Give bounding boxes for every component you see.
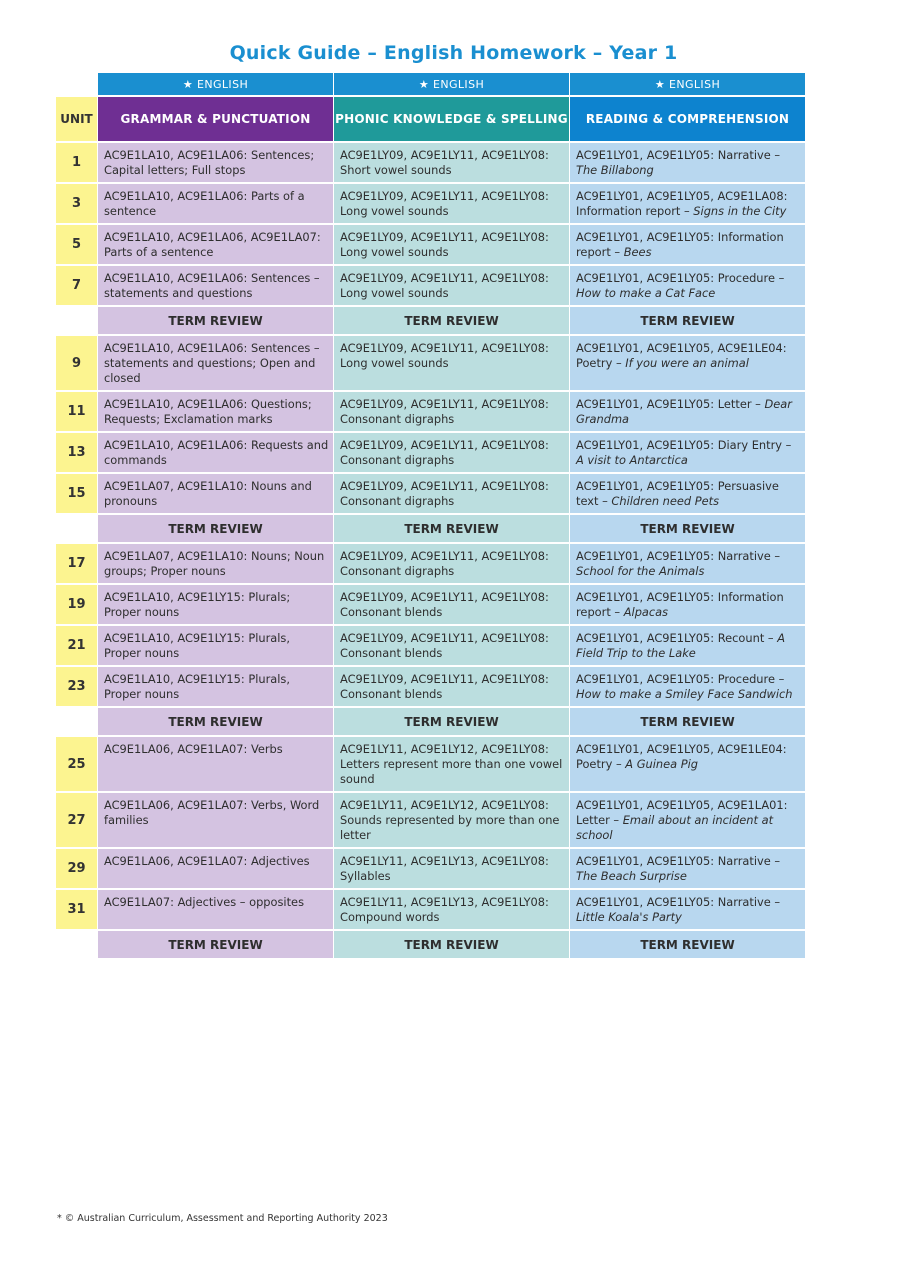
unit-number: 27 bbox=[56, 793, 97, 849]
reading-column-header: READING & COMPREHENSION bbox=[570, 97, 805, 143]
unit-number: 25 bbox=[56, 737, 97, 793]
unit-number: 19 bbox=[56, 585, 97, 626]
reading-cell bbox=[570, 266, 805, 307]
term-review-label: TERM REVIEW bbox=[334, 931, 569, 960]
unit-number: 3 bbox=[56, 184, 97, 225]
reading-code: AC9E1LY01, AC9E1LY05: Narrative – bbox=[576, 854, 781, 868]
reading-title: Alpacas bbox=[623, 605, 669, 619]
term-review-label: TERM REVIEW bbox=[570, 708, 805, 737]
reading-cell bbox=[570, 585, 805, 626]
copyright-footer: * © Australian Curriculum, Assessment and Reporting Authority 2023 bbox=[57, 1213, 388, 1224]
unit-number: 7 bbox=[56, 266, 97, 307]
review-row-blank bbox=[56, 708, 97, 737]
unit-number: 23 bbox=[56, 667, 97, 708]
reading-code: AC9E1LY01, AC9E1LY05: Narrative – bbox=[576, 549, 781, 563]
term-review-label: TERM REVIEW bbox=[334, 708, 569, 737]
phonic-cell: AC9E1LY11, AC9E1LY13, AC9E1LY08: Compound words bbox=[334, 890, 569, 931]
reading-code: AC9E1LY01, AC9E1LY05: Diary Entry – bbox=[576, 438, 792, 452]
reading-cell bbox=[570, 890, 805, 931]
reading-cell bbox=[570, 626, 805, 667]
unit-number: 11 bbox=[56, 392, 97, 433]
unit-number: 5 bbox=[56, 225, 97, 266]
reading-code: AC9E1LY01, AC9E1LY05: Information report – bbox=[576, 590, 784, 619]
grammar-cell: AC9E1LA10, AC9E1LA06: Sentences – statements and questions; Open and closed bbox=[98, 336, 333, 392]
reading-cell bbox=[570, 336, 805, 392]
english-label: ★ ENGLISH bbox=[570, 73, 805, 97]
reading-title: Little Koala's Party bbox=[576, 910, 682, 924]
term-review-label: TERM REVIEW bbox=[98, 307, 333, 336]
reading-cell bbox=[570, 225, 805, 266]
reading-cell bbox=[570, 184, 805, 225]
phonic-cell: AC9E1LY09, AC9E1LY11, AC9E1LY08: Consonant digraphs bbox=[334, 392, 569, 433]
grammar-cell: AC9E1LA10, AC9E1LY15: Plurals; Proper nouns bbox=[98, 585, 333, 626]
grammar-column-header: GRAMMAR & PUNCTUATION bbox=[98, 97, 333, 143]
reading-title: The Beach Surprise bbox=[576, 869, 687, 883]
reading-title: Children need Pets bbox=[611, 494, 720, 508]
phonic-cell: AC9E1LY09, AC9E1LY11, AC9E1LY08: Consonant digraphs bbox=[334, 433, 569, 474]
unit-number: 1 bbox=[56, 143, 97, 184]
reading-title: Signs in the City bbox=[693, 204, 787, 218]
reading-cell bbox=[570, 667, 805, 708]
phonic-cell: AC9E1LY09, AC9E1LY11, AC9E1LY08: Long vowel sounds bbox=[334, 184, 569, 225]
term-review-label: TERM REVIEW bbox=[570, 515, 805, 544]
reading-title: School for the Animals bbox=[576, 564, 705, 578]
grammar-cell: AC9E1LA10, AC9E1LY15: Plurals, Proper nouns bbox=[98, 626, 333, 667]
reading-code: AC9E1LY01, AC9E1LY05: Information report – bbox=[576, 230, 784, 259]
grammar-cell: AC9E1LA06, AC9E1LA07: Verbs bbox=[98, 737, 333, 793]
grammar-cell: AC9E1LA07: Adjectives – opposites bbox=[98, 890, 333, 931]
reading-title: A Field Trip to the Lake bbox=[576, 631, 786, 660]
term-review-label: TERM REVIEW bbox=[98, 931, 333, 960]
unit-number: 15 bbox=[56, 474, 97, 515]
reading-title: Bees bbox=[623, 245, 652, 259]
reading-code: AC9E1LY01, AC9E1LY05: Persuasive text – bbox=[576, 479, 779, 508]
grammar-cell: AC9E1LA07, AC9E1LA10: Nouns and pronouns bbox=[98, 474, 333, 515]
grammar-cell: AC9E1LA10, AC9E1LA06: Parts of a sentence bbox=[98, 184, 333, 225]
term-review-label: TERM REVIEW bbox=[570, 307, 805, 336]
page-title: Quick Guide – English Homework – Year 1 bbox=[229, 42, 678, 64]
reading-code: AC9E1LY01, AC9E1LY05, AC9E1LE04: Poetry – bbox=[576, 742, 787, 771]
phonic-cell: AC9E1LY09, AC9E1LY11, AC9E1LY08: Consonant blends bbox=[334, 667, 569, 708]
grammar-cell: AC9E1LA10, AC9E1LA06: Sentences – statements and questions bbox=[98, 266, 333, 307]
reading-code: AC9E1LY01, AC9E1LY05: Narrative – bbox=[576, 895, 781, 909]
english-label: ★ ENGLISH bbox=[334, 73, 569, 97]
header-blank bbox=[56, 73, 97, 97]
review-row-blank bbox=[56, 931, 97, 960]
reading-cell bbox=[570, 433, 805, 474]
phonic-cell: AC9E1LY09, AC9E1LY11, AC9E1LY08: Consonant blends bbox=[334, 585, 569, 626]
term-review-label: TERM REVIEW bbox=[334, 515, 569, 544]
phonic-cell: AC9E1LY09, AC9E1LY11, AC9E1LY08: Long vowel sounds bbox=[334, 225, 569, 266]
reading-title: A Guinea Pig bbox=[625, 757, 698, 771]
grammar-cell: AC9E1LA10, AC9E1LY15: Plurals, Proper nouns bbox=[98, 667, 333, 708]
phonic-cell: AC9E1LY11, AC9E1LY12, AC9E1LY08: Sounds represented by more than one letter bbox=[334, 793, 569, 849]
grammar-cell: AC9E1LA10, AC9E1LA06, AC9E1LA07: Parts of a sentence bbox=[98, 225, 333, 266]
review-row-blank bbox=[56, 515, 97, 544]
reading-cell bbox=[570, 143, 805, 184]
reading-title: How to make a Smiley Face Sandwich bbox=[576, 687, 793, 701]
term-review-label: TERM REVIEW bbox=[98, 708, 333, 737]
phonic-cell: AC9E1LY11, AC9E1LY12, AC9E1LY08: Letters represent more than one vowel sound bbox=[334, 737, 569, 793]
grammar-cell: AC9E1LA06, AC9E1LA07: Verbs, Word families bbox=[98, 793, 333, 849]
english-label: ★ ENGLISH bbox=[98, 73, 333, 97]
reading-code: AC9E1LY01, AC9E1LY05: Letter – bbox=[576, 397, 765, 411]
phonic-cell: AC9E1LY09, AC9E1LY11, AC9E1LY08: Long vowel sounds bbox=[334, 266, 569, 307]
unit-number: 9 bbox=[56, 336, 97, 392]
grammar-cell: AC9E1LA10, AC9E1LA06: Questions; Requests; Exclamation marks bbox=[98, 392, 333, 433]
grammar-cell: AC9E1LA06, AC9E1LA07: Adjectives bbox=[98, 849, 333, 890]
review-row-blank bbox=[56, 307, 97, 336]
reading-title: A visit to Antarctica bbox=[576, 453, 688, 467]
term-review-label: TERM REVIEW bbox=[334, 307, 569, 336]
grammar-cell: AC9E1LA07, AC9E1LA10: Nouns; Noun groups; Proper nouns bbox=[98, 544, 333, 585]
phonic-column-header: PHONIC KNOWLEDGE & SPELLING bbox=[334, 97, 569, 143]
reading-title: Email about an incident at school bbox=[576, 813, 774, 842]
term-review-label: TERM REVIEW bbox=[570, 931, 805, 960]
phonic-cell: AC9E1LY09, AC9E1LY11, AC9E1LY08: Short vowel sounds bbox=[334, 143, 569, 184]
reading-code: AC9E1LY01, AC9E1LY05, AC9E1LE04: Poetry – bbox=[576, 341, 787, 370]
unit-number: 29 bbox=[56, 849, 97, 890]
reading-cell bbox=[570, 474, 805, 515]
unit-number: 21 bbox=[56, 626, 97, 667]
unit-number: 31 bbox=[56, 890, 97, 931]
reading-code: AC9E1LY01, AC9E1LY05, AC9E1LA01: Letter – bbox=[576, 798, 788, 827]
phonic-cell: AC9E1LY09, AC9E1LY11, AC9E1LY08: Consonant digraphs bbox=[334, 544, 569, 585]
reading-title: Dear Grandma bbox=[576, 397, 792, 426]
reading-title: How to make a Cat Face bbox=[576, 286, 716, 300]
grammar-cell: AC9E1LA10, AC9E1LA06: Sentences; Capital letters; Full stops bbox=[98, 143, 333, 184]
reading-code: AC9E1LY01, AC9E1LY05: Narrative – bbox=[576, 148, 781, 162]
reading-cell bbox=[570, 849, 805, 890]
reading-cell bbox=[570, 544, 805, 585]
unit-number: 13 bbox=[56, 433, 97, 474]
reading-cell bbox=[570, 737, 805, 793]
reading-cell bbox=[570, 392, 805, 433]
phonic-cell: AC9E1LY09, AC9E1LY11, AC9E1LY08: Long vowel sounds bbox=[334, 336, 569, 392]
reading-cell bbox=[570, 793, 805, 849]
reading-code: AC9E1LY01, AC9E1LY05: Procedure – bbox=[576, 672, 785, 686]
unit-column-header: UNIT bbox=[56, 97, 97, 143]
phonic-cell: AC9E1LY11, AC9E1LY13, AC9E1LY08: Syllables bbox=[334, 849, 569, 890]
reading-title: The Billabong bbox=[576, 163, 654, 177]
phonic-cell: AC9E1LY09, AC9E1LY11, AC9E1LY08: Consonant digraphs bbox=[334, 474, 569, 515]
reading-code: AC9E1LY01, AC9E1LY05, AC9E1LA08: Information report – bbox=[576, 189, 788, 218]
reading-code: AC9E1LY01, AC9E1LY05: Procedure – bbox=[576, 271, 785, 285]
reading-title: If you were an animal bbox=[625, 356, 749, 370]
homework-table bbox=[56, 73, 805, 960]
term-review-label: TERM REVIEW bbox=[98, 515, 333, 544]
grammar-cell: AC9E1LA10, AC9E1LA06: Requests and commands bbox=[98, 433, 333, 474]
phonic-cell: AC9E1LY09, AC9E1LY11, AC9E1LY08: Consonant blends bbox=[334, 626, 569, 667]
unit-number: 17 bbox=[56, 544, 97, 585]
reading-code: AC9E1LY01, AC9E1LY05: Recount – bbox=[576, 631, 778, 645]
